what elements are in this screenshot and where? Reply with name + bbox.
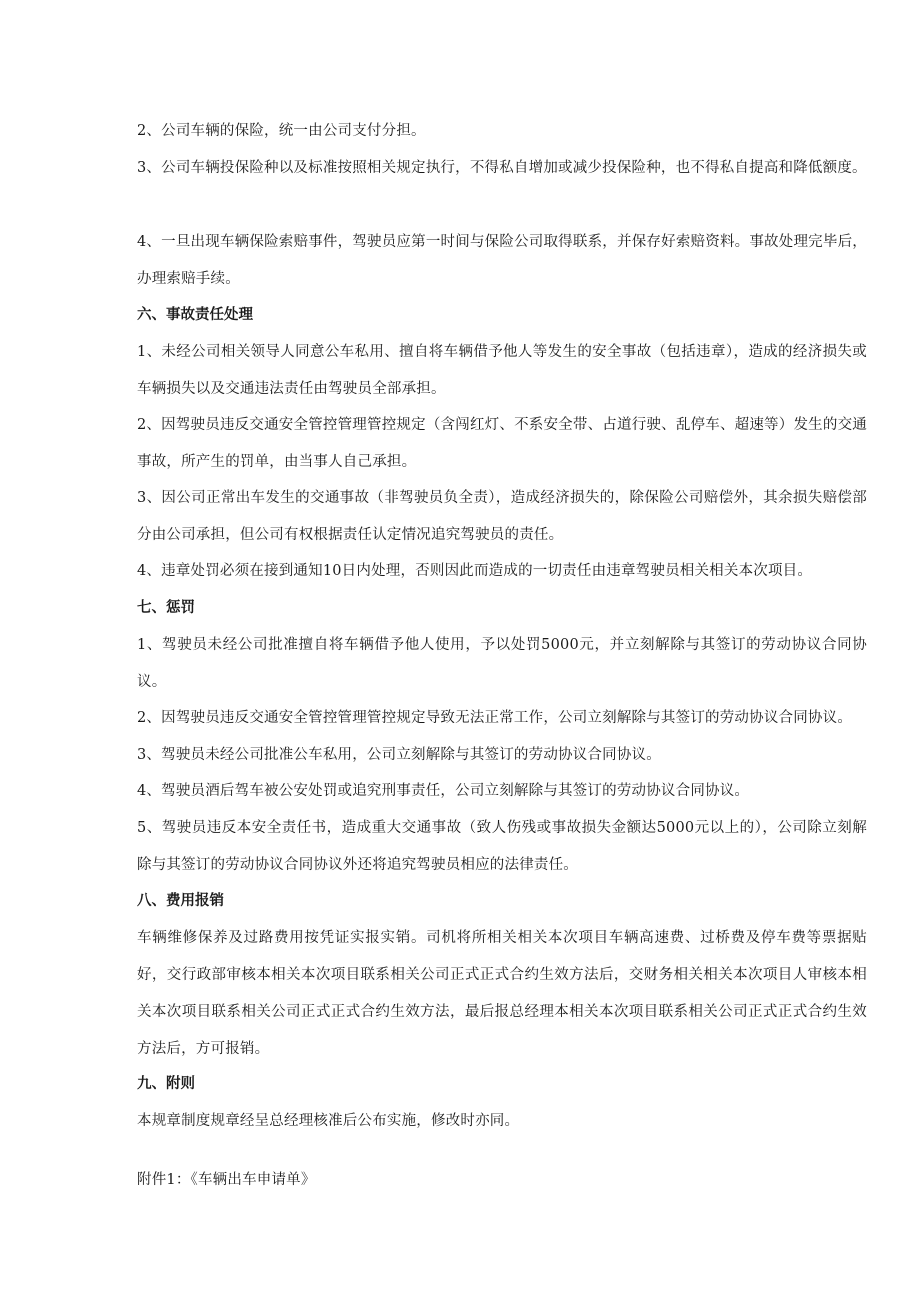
penalty-item-3: 3、驾驶员未经公司批准公车私用，公司立刻解除与其签订的劳动协议合同协议。: [137, 747, 661, 763]
insurance-item-2: 2、公司车辆的保险，统一由公司支付分担。: [137, 123, 426, 139]
insurance-item-4: 4、一旦出现车辆保险索赔事件，驾驶员应第一时间与保险公司取得联系，并保存好索赔资料。事故处理完毕后，办理索赔手续。: [137, 234, 867, 287]
accident-item-2: 2、因驾驶员违反交通安全管控管理管控规定（含闯红灯、不系安全带、占道行驶、乱停车、超速等）发生的交通事故，所产生的罚单，由当事人自己承担。: [137, 417, 867, 470]
penalty-item-1: 1、驾驶员未经公司批准擅自将车辆借予他人使用，予以处罚5000元，并立刻解除与其签订的劳动协议合同协议。: [137, 637, 867, 690]
accident-item-4: 4、违章处罚必须在接到通知10日内处理，否则因此而造成的一切责任由违章驾驶员相关相关本次项目。: [137, 563, 813, 579]
expense-body: 车辆维修保养及过路费用按凭证实报实销。司机将所相关相关本次项目车辆高速费、过桥费及停车费等票据贴好，交行政部审核本相关本次项目联系相关公司正式正式合约生效方法后，交财务相关相关本次项目人审核本相关本次项目联系相关公司正式正式合约生效方法，最后报总经理本相关本次项目联系相关公司正式正式合约生效方法后，方可报销。: [137, 930, 867, 1057]
penalty-item-5: 5、驾驶员违反本安全责任书，造成重大交通事故（致人伤残或事故损失金额达5000元以上的），公司除立刻解除与其签订的劳动协议合同协议外还将追究驾驶员相应的法律责任。: [137, 820, 867, 873]
accident-item-1: 1、未经公司相关领导人同意公车私用、擅自将车辆借予他人等发生的安全事故（包括违章），造成的经济损失或车辆损失以及交通违法责任由驾驶员全部承担。: [137, 344, 867, 397]
penalty-item-4: 4、驾驶员酒后驾车被公安处罚或追究刑事责任，公司立刻解除与其签订的劳动协议合同协议。: [137, 783, 750, 799]
section-heading-expense: 八、费用报销: [137, 893, 224, 909]
section-heading-accident: 六、事故责任处理: [137, 307, 253, 323]
penalty-item-2: 2、因驾驶员违反交通安全管控管理管控规定导致无法正常工作，公司立刻解除与其签订的劳动协议合同协议。: [137, 710, 853, 726]
accident-item-3: 3、因公司正常出车发生的交通事故（非驾驶员负全责），造成经济损失的，除保险公司赔偿外，其余损失赔偿部分由公司承担，但公司有权根据责任认定情况追究驾驶员的责任。: [137, 490, 867, 543]
section-heading-penalty: 七、惩罚: [137, 600, 195, 616]
appendix-body: 本规章制度规章经呈总经理核准后公布实施，修改时亦同。: [137, 1113, 520, 1129]
insurance-item-3: 3、公司车辆投保险种以及标准按照相关规定执行，不得私自增加或减少投保险种，也不得私自提高和降低额度。: [137, 160, 867, 176]
attachment-note: 附件1：《车辆出车申请单》: [137, 1172, 316, 1188]
section-heading-appendix: 九、附则: [137, 1076, 195, 1092]
